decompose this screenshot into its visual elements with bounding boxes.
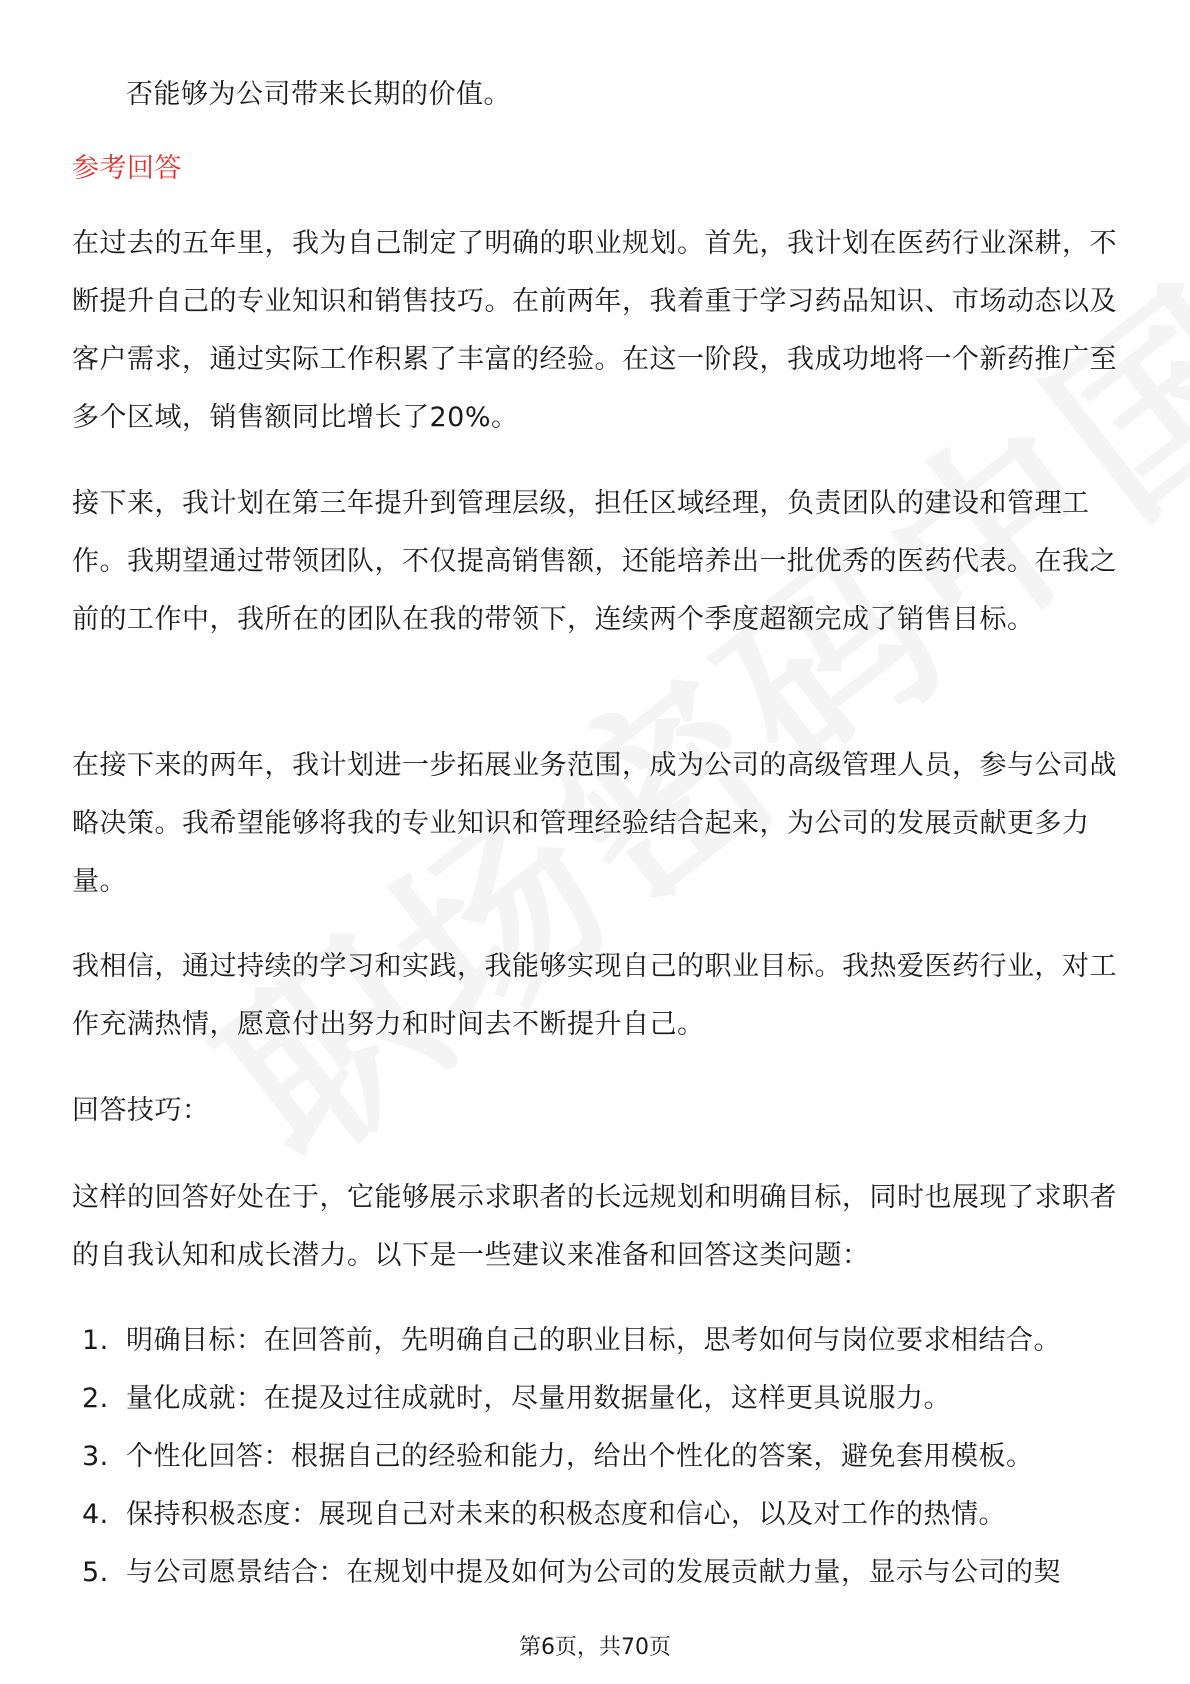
list-item bbox=[82, 1370, 1132, 1428]
answer-paragraph-1: 在过去的五年里，我为自己制定了明确的职业规划。首先，我计划在医药行业深耕，不断提升自己的专业知识和销售技巧。在前两年，我着重于学习药品知识、市场动态以及客户需求，通过实际工作积累了丰富的经验。在这一阶段，我成功地将一个新药推广至多个区域，销售额同比增长了20%。 bbox=[72, 228, 1117, 433]
tips-heading: 回答技巧： bbox=[72, 1095, 210, 1126]
answer-paragraph-4: 我相信，通过持续的学习和实践，我能够实现自己的职业目标。我热爱医药行业，对工作充满热情，愿意付出努力和时间去不断提升自己。 bbox=[72, 951, 1117, 1040]
list-item bbox=[82, 1486, 1132, 1544]
answer-paragraph-3: 在接下来的两年，我计划进一步拓展业务范围，成为公司的高级管理人员，参与公司战略决策。我希望能够将我的专业知识和管理经验结合起来，为公司的发展贡献更多力量。 bbox=[72, 750, 1117, 897]
list-item-number: 5. bbox=[82, 1557, 109, 1588]
answer-paragraph-2: 接下来，我计划在第三年提升到管理层级，担任区域经理，负责团队的建设和管理工作。我期望通过带领团队，不仅提高销售额，还能培养出一批优秀的医药代表。在我之前的工作中，我所在的团队在我的带领下，连续两个季度超额完成了销售目标。 bbox=[72, 488, 1117, 635]
tips-list bbox=[82, 1312, 1132, 1602]
continuation-line: 否能够为公司带来长期的价值。 bbox=[126, 79, 511, 110]
page-number-footer: 第6页，共70页 bbox=[519, 1635, 671, 1660]
list-item-text: 保持积极态度：展现自己对未来的积极态度和信心，以及对工作的热情。 bbox=[126, 1499, 1006, 1530]
list-item bbox=[82, 1428, 1132, 1486]
section-title: 参考回答 bbox=[72, 153, 182, 184]
list-item-text: 与公司愿景结合：在规划中提及如何为公司的发展贡献力量，显示与公司的契 bbox=[126, 1557, 1061, 1588]
list-item-text: 明确目标：在回答前，先明确自己的职业目标，思考如何与岗位要求相结合。 bbox=[126, 1325, 1061, 1356]
list-item-text: 量化成就：在提及过往成就时，尽量用数据量化，这样更具说服力。 bbox=[126, 1383, 951, 1414]
list-item bbox=[82, 1544, 1132, 1602]
list-item bbox=[82, 1312, 1132, 1370]
list-item-number: 4. bbox=[82, 1499, 109, 1530]
list-item-number: 1. bbox=[82, 1325, 109, 1356]
list-item-text: 个性化回答：根据自己的经验和能力，给出个性化的答案，避免套用模板。 bbox=[126, 1441, 1034, 1472]
list-item-number: 3. bbox=[82, 1441, 109, 1472]
list-item-number: 2. bbox=[82, 1383, 109, 1414]
tips-intro-paragraph: 这样的回答好处在于，它能够展示求职者的长远规划和明确目标，同时也展现了求职者的自我认知和成长潜力。以下是一些建议来准备和回答这类问题： bbox=[72, 1182, 1117, 1271]
